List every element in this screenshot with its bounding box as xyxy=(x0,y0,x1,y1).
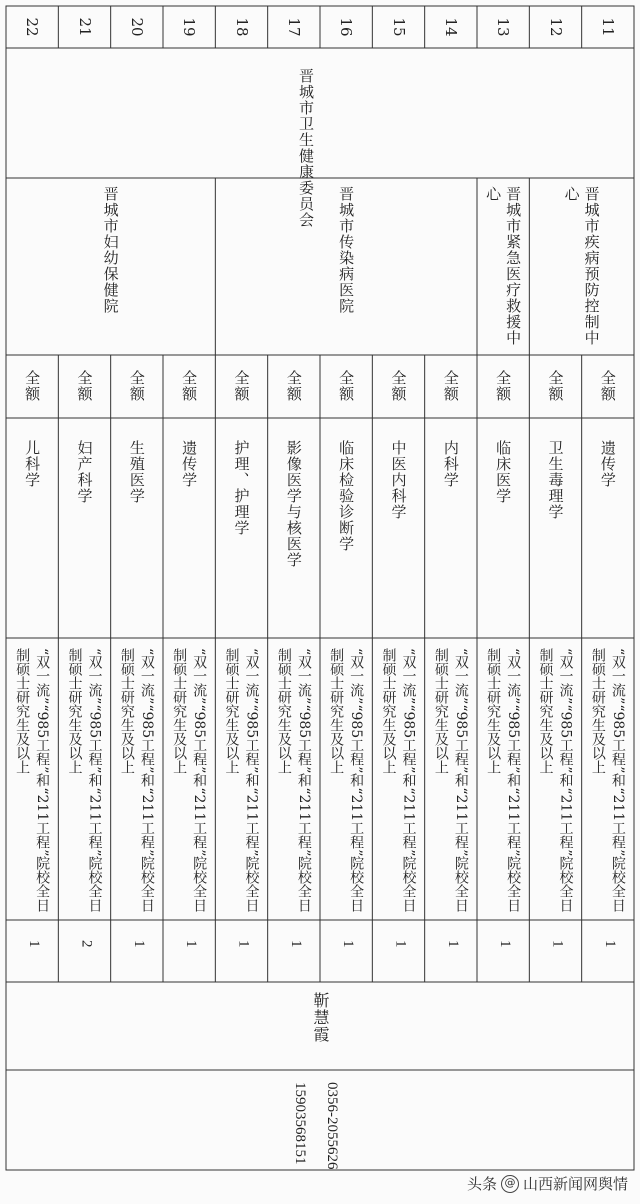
row-number: 19 xyxy=(180,17,199,37)
major-cell: 临床检验诊断学 xyxy=(337,440,356,552)
major-cell: 影像医学与核医学 xyxy=(284,440,303,568)
major-cell: 卫生毒理学 xyxy=(546,440,565,520)
row-number: 16 xyxy=(337,17,356,37)
qualification-cell: “双一流”“985工程”和“211工程”院校全日制硕士研究生及以上 xyxy=(118,648,155,913)
row-number: 12 xyxy=(546,17,565,37)
funding-cell: 全额 xyxy=(598,370,617,402)
row-number: 13 xyxy=(494,17,513,37)
row-number: 15 xyxy=(389,17,408,37)
funding-cell: 全额 xyxy=(75,370,94,402)
row-number: 14 xyxy=(441,17,460,37)
funding-cell: 全额 xyxy=(494,370,513,402)
major-cell: 妇产科学 xyxy=(75,440,94,504)
at-icon: @ xyxy=(501,1175,519,1193)
funding-cell: 全额 xyxy=(337,370,356,402)
qualification-cell: “双一流”“985工程”和“211工程”院校全日制硕士研究生及以上 xyxy=(589,648,626,913)
funding-cell: 全额 xyxy=(546,370,565,402)
watermark-prefix: 头条 xyxy=(466,1175,497,1193)
qualification-cell: “双一流”“985工程”和“211工程”院校全日制硕士研究生及以上 xyxy=(223,648,260,913)
unit-cell: 晋城市疾病预防控制中心 xyxy=(562,186,601,346)
qualification-cell: “双一流”“985工程”和“211工程”院校全日制硕士研究生及以上 xyxy=(14,648,51,913)
contact-person: 靳慧霞 xyxy=(311,992,330,1043)
funding-cell: 全额 xyxy=(232,370,251,402)
qualification-cell: “双一流”“985工程”和“211工程”院校全日制硕士研究生及以上 xyxy=(537,648,574,913)
major-cell: 临床医学 xyxy=(494,440,513,504)
row-number: 18 xyxy=(232,17,251,37)
row-number: 22 xyxy=(23,17,42,37)
qualification-cell: “双一流”“985工程”和“211工程”院校全日制硕士研究生及以上 xyxy=(328,648,365,913)
unit-cell: 晋城市传染病医院 xyxy=(337,186,356,314)
qualification-cell: “双一流”“985工程”和“211工程”院校全日制硕士研究生及以上 xyxy=(275,648,312,913)
major-cell: 儿科学 xyxy=(23,440,42,488)
major-cell: 中医内科学 xyxy=(389,440,408,520)
major-cell: 遗传学 xyxy=(598,440,617,488)
qualification-cell: “双一流”“985工程”和“211工程”院校全日制硕士研究生及以上 xyxy=(171,648,208,913)
count-cell: 1 xyxy=(26,940,43,949)
major-cell: 生殖医学 xyxy=(127,440,146,504)
qualification-cell: “双一流”“985工程”和“211工程”院校全日制硕士研究生及以上 xyxy=(432,648,469,913)
major-cell: 护理、护理学 xyxy=(232,440,251,536)
count-cell: 1 xyxy=(444,940,461,949)
qualification-cell: “双一流”“985工程”和“211工程”院校全日制硕士研究生及以上 xyxy=(485,648,522,913)
row-number: 21 xyxy=(75,17,94,37)
qualification-cell: “双一流”“985工程”和“211工程”院校全日制硕士研究生及以上 xyxy=(66,648,103,913)
funding-cell: 全额 xyxy=(389,370,408,402)
count-cell: 1 xyxy=(183,940,200,949)
count-cell: 1 xyxy=(497,940,514,949)
phone-1: 0356-2055626 xyxy=(324,1082,340,1170)
major-cell: 内科学 xyxy=(441,440,460,488)
unit-cell: 晋城市妇幼保健院 xyxy=(101,186,120,314)
unit-cell: 晋城市紧急医疗救援中心 xyxy=(484,186,523,346)
funding-cell: 全额 xyxy=(180,370,199,402)
watermark xyxy=(467,1173,628,1194)
count-cell: 1 xyxy=(287,940,304,949)
watermark-account: 山西新闻网舆情 xyxy=(522,1175,628,1193)
phone-2: 15903568151 xyxy=(292,1082,308,1165)
funding-cell: 全额 xyxy=(23,370,42,402)
major-cell: 遗传学 xyxy=(180,440,199,488)
row-number: 20 xyxy=(127,17,146,37)
count-cell: 1 xyxy=(601,940,618,949)
funding-cell: 全额 xyxy=(127,370,146,402)
funding-cell: 全额 xyxy=(441,370,460,402)
department-cell: 晋城市卫生健康委员会 xyxy=(297,68,315,228)
count-cell: 2 xyxy=(78,940,95,949)
row-number: 17 xyxy=(284,17,303,37)
funding-cell: 全额 xyxy=(284,370,303,402)
row-number: 11 xyxy=(598,17,617,37)
count-cell: 1 xyxy=(130,940,147,949)
qualification-cell: “双一流”“985工程”和“211工程”院校全日制硕士研究生及以上 xyxy=(380,648,417,913)
count-cell: 1 xyxy=(392,940,409,949)
count-cell: 1 xyxy=(549,940,566,949)
count-cell: 1 xyxy=(340,940,357,949)
count-cell: 1 xyxy=(235,940,252,949)
